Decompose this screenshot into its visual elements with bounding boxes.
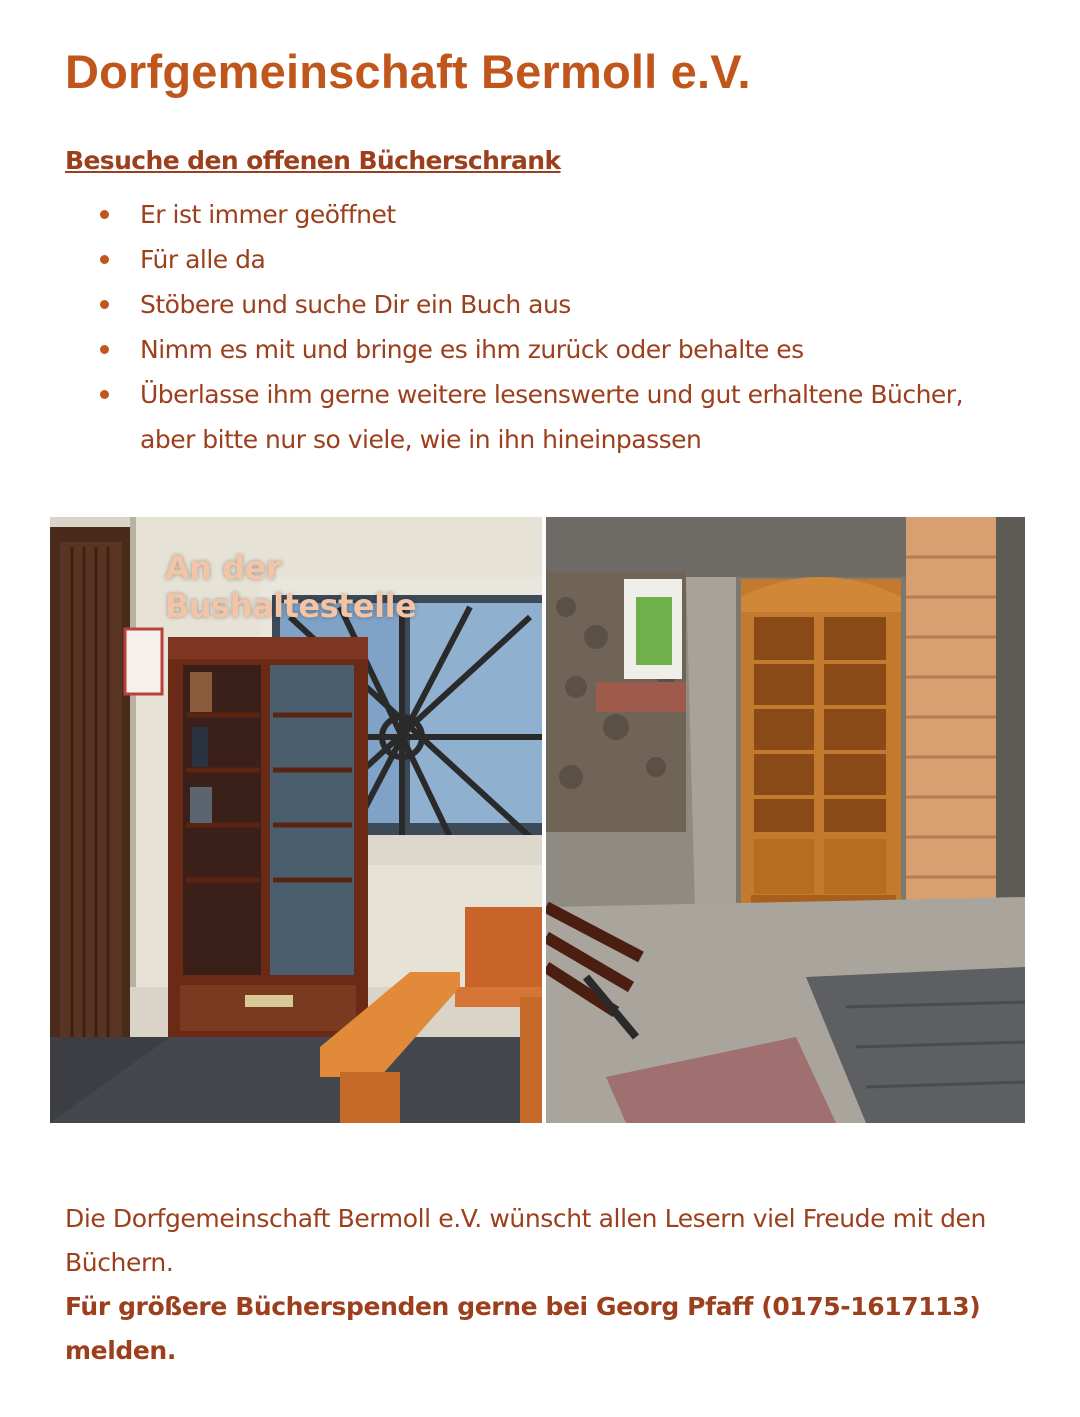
page-title: Dorfgemeinschaft Bermoll e.V. <box>65 45 751 98</box>
list-item-text: Stöbere und suche Dir ein Buch aus <box>140 290 571 319</box>
list-item <box>100 327 1000 372</box>
donation-contact-text: Für größere Bücherspenden gerne bei Georg Pfaff (0175-1617113) melden. <box>65 1292 981 1365</box>
section-heading: Besuche den offenen Bücherschrank <box>65 146 561 175</box>
list-item <box>100 192 1000 237</box>
feature-list <box>100 192 1000 462</box>
pine-bookcase-photo <box>546 517 1025 1123</box>
list-item <box>100 237 1000 282</box>
pine-bookcase-image <box>546 517 1025 1123</box>
list-item <box>100 282 1000 327</box>
bookcase-bus-stop-photo <box>50 517 542 1123</box>
bullet-dot-icon <box>100 345 109 354</box>
list-item <box>100 372 1000 462</box>
list-item-text: Nimm es mit und bringe es ihm zurück oder behalte es <box>140 335 804 364</box>
footer-message <box>65 1197 1015 1373</box>
list-item-text: Überlasse ihm gerne weitere lesenswerte und gut erhaltene Bücher, aber bitte nur so viele, wie in ihn hineinpassen <box>140 380 964 454</box>
bullet-dot-icon <box>100 210 109 219</box>
photo-caption: An der Bushaltestelle <box>165 549 417 625</box>
bullet-dot-icon <box>100 390 109 399</box>
list-item-text: Für alle da <box>140 245 266 274</box>
bullet-dot-icon <box>100 300 109 309</box>
footer-text: Die Dorfgemeinschaft Bermoll e.V. wünscht allen Lesern viel Freude mit den Büchern. <box>65 1204 986 1277</box>
bullet-dot-icon <box>100 255 109 264</box>
list-item-text: Er ist immer geöffnet <box>140 200 396 229</box>
photo-collage <box>50 517 1025 1123</box>
